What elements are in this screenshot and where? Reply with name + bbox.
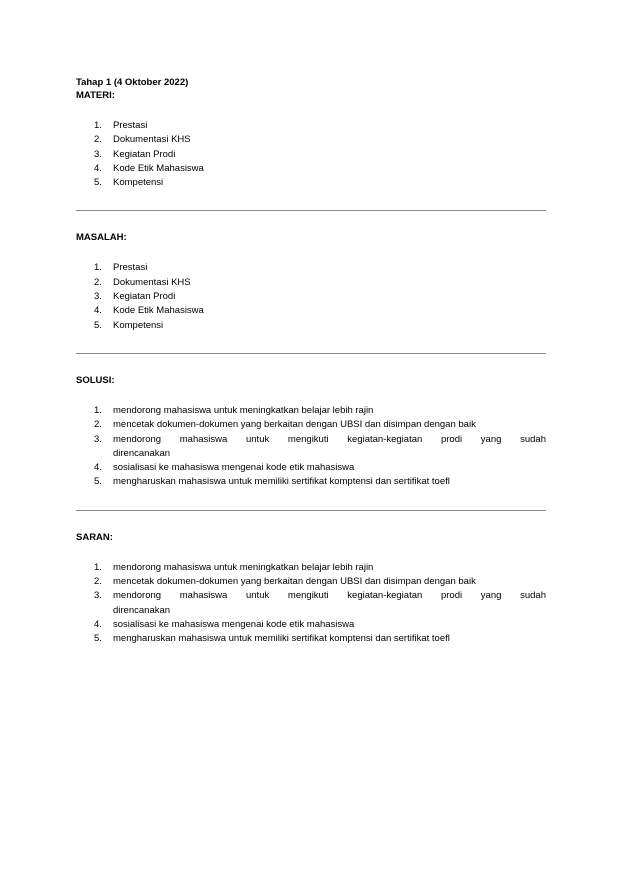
list-item: 3. Kegiatan Prodi [94,291,176,303]
list-item: 5. Kompetensi [94,177,164,189]
list-item: 1. Prestasi [94,120,148,131]
section-title-saran: SARAN: [76,531,113,543]
list-item: 3. mendorong mahasiswa untuk mengikuti kegiatan-kegiatan prodi yang sudah direncanakan [94,590,546,616]
list-item: 3. Kegiatan Prodi [94,148,176,160]
list-item: 1. Prestasi [94,262,148,274]
list-item: 2. mencetak dokumen-dokumen yang berkaitan dengan UBSI dan disimpan dengan baik [94,576,476,588]
masalah-list [76,261,546,332]
list-item: 5. Kompetensi [94,319,164,331]
list-item: 4. sosialisasi ke mahasiswa mengenai kode etik mahasiswa [94,618,355,630]
document-title: Tahap 1 (4 Oktober 2022) [76,77,189,88]
list-item: 3. mendorong mahasiswa untuk mengikuti kegiatan-kegiatan prodi yang sudah direncanakan [94,433,546,459]
solusi-list [76,404,546,490]
list-item: 2. mencetak dokumen-dokumen yang berkaitan dengan UBSI dan disimpan dengan baik [94,419,476,431]
document-page [76,76,546,647]
section-title-materi: MATERI: [76,90,115,101]
section-title-masalah: MASALAH: [76,232,127,244]
saran-list [76,561,546,647]
list-item: 4. Kode Etik Mahasiswa [94,162,204,174]
list-item: 4. Kode Etik Mahasiswa [94,305,204,317]
list-item: 5. mengharuskan mahasiswa untuk memiliki sertifikat komptensi dan sertifikat toefl [94,633,450,645]
list-item: 1. mendorong mahasiswa untuk meningkatkan belajar lebih rajin [94,404,374,416]
section-divider [76,210,546,211]
section-title-solusi: SOLUSI: [76,374,115,386]
section-divider [76,353,546,354]
list-item: 2. Dokumentasi KHS [94,134,191,146]
list-item: 2. Dokumentasi KHS [94,276,191,288]
section-divider [76,510,546,511]
materi-list [76,119,546,190]
list-item: 1. mendorong mahasiswa untuk meningkatkan belajar lebih rajin [94,561,374,573]
list-item: 4. sosialisasi ke mahasiswa mengenai kode etik mahasiswa [94,462,355,474]
list-item: 5. mengharuskan mahasiswa untuk memiliki sertifikat komptensi dan sertifikat toefl [94,476,450,488]
